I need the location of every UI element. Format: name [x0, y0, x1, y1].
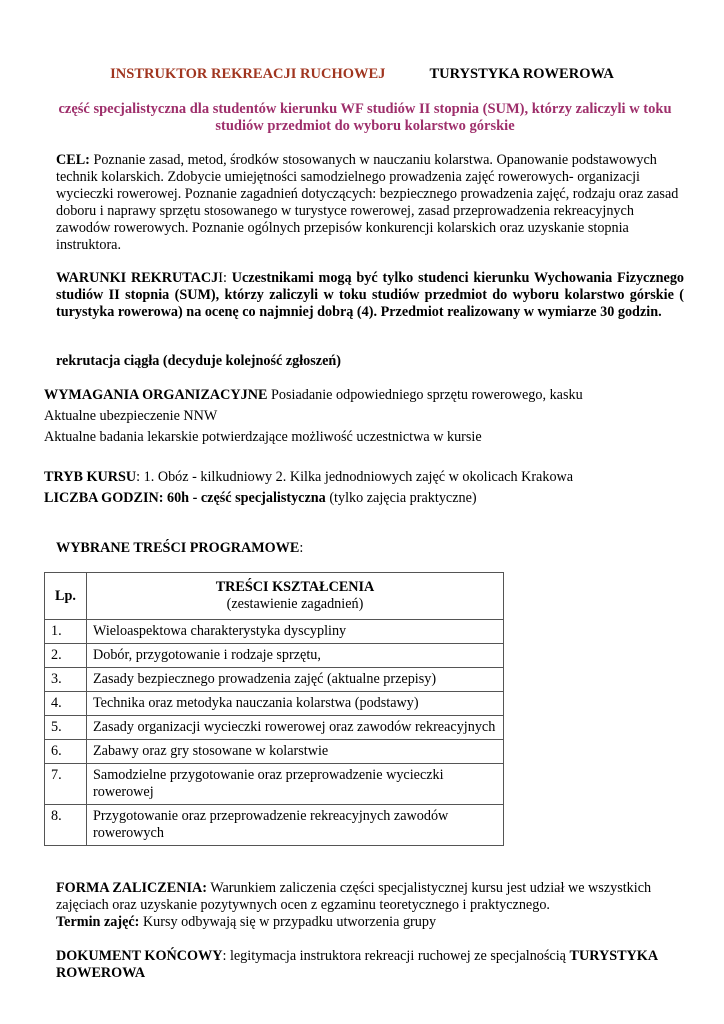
row-text: Technika oraz metodyka nauczania kolarstwa (podstawy) — [87, 692, 504, 716]
table-row — [45, 620, 504, 644]
termin-text: Kursy odbywają się w przypadku utworzenia grupy — [142, 914, 437, 930]
table-row — [45, 692, 504, 716]
warunki-section — [56, 270, 684, 321]
liczba-label: LICZBA GODZIN: 60h - część specjalistyczna — [44, 490, 326, 506]
forma-label: FORMA ZALICZENIA: — [56, 880, 207, 896]
wymagania-label: WYMAGANIA ORGANIZACYJNE — [44, 387, 268, 403]
row-num: 1. — [45, 620, 87, 644]
liczba-section — [44, 490, 684, 507]
dokument-text: : legitymacja instruktora rekreacji ruchowej ze specjalnością — [222, 948, 566, 964]
forma-text: Warunkiem zaliczenia części specjalistycznej kursu jest udział we wszystkich zajęciach oraz uzyskanie pozytywnych ocen z egzaminu teoretycznego i praktycznego. — [56, 880, 652, 913]
wymagania-line3: Aktualne badania lekarskie potwierdzające możliwość uczestnictwa w kursie — [44, 429, 482, 445]
cel-section — [56, 152, 684, 254]
tresci-label: WYBRANE TREŚCI PROGRAMOWE — [56, 540, 300, 556]
row-num: 8. — [45, 805, 87, 846]
rekrutacja-note: rekrutacja ciągła (decyduje kolejność zgłoszeń) — [56, 353, 342, 369]
table-header-row — [45, 573, 504, 620]
warunki-text: Uczestnikami mogą być tylko studenci kierunku Wychowania Fizycznego studiów II stopnia (SUM), którzy zaliczyli w toku studiów przedmiot do wyboru kolarstwo górskie ( turystyka rowerowa) na ocenę co najmniej dobrą (4). Przedmiot realizowany w wymiarze 30 godzin. — [56, 270, 685, 320]
termin-section — [56, 914, 684, 931]
tryb-label: TRYB KURSU — [44, 469, 137, 485]
row-text: Wieloaspektowa charakterystyka dyscypliny — [87, 620, 504, 644]
forma-section — [56, 880, 684, 914]
table-row — [45, 805, 504, 846]
table-row — [45, 668, 504, 692]
row-text: Samodzielne przygotowanie oraz przeprowadzenie wycieczki rowerowej — [87, 764, 504, 805]
course-specialty: TURYSTYKA ROWEROWA — [429, 66, 614, 82]
tryb-text: : 1. Obóz - kilkudniowy 2. Kilka jednodniowych zajęć w okolicach Krakowa — [136, 469, 574, 485]
row-text: Zabawy oraz gry stosowane w kolarstwie — [87, 740, 504, 764]
document-header — [0, 66, 724, 83]
warunki-label: WARUNKI REKRUTACJ — [56, 270, 219, 286]
wymagania-section — [44, 387, 684, 446]
tresci-colon: : — [299, 540, 304, 556]
row-num: 7. — [45, 764, 87, 805]
table-row — [45, 740, 504, 764]
row-text: Zasady organizacji wycieczki rowerowej oraz zawodów rekreacyjnych — [87, 716, 504, 740]
row-num: 4. — [45, 692, 87, 716]
cel-label: CEL: — [56, 152, 90, 168]
table-row — [45, 716, 504, 740]
row-text: Zasady bezpiecznego prowadzenia zajęć (aktualne przepisy) — [87, 668, 504, 692]
warunki-label-end: I: — [218, 270, 227, 286]
dokument-label: DOKUMENT KOŃCOWY — [56, 948, 223, 964]
wymagania-text: Posiadanie odpowiedniego sprzętu rowerowego, kasku — [271, 387, 583, 403]
row-num: 6. — [45, 740, 87, 764]
col-tresci-subtitle: (zestawienie zagadnień) — [226, 596, 364, 612]
row-num: 2. — [45, 644, 87, 668]
tresci-heading — [56, 540, 684, 557]
row-num: 5. — [45, 716, 87, 740]
col-lp: Lp. — [45, 573, 87, 620]
cel-text: Poznanie zasad, metod, środków stosowanych w nauczaniu kolarstwa. Opanowanie podstawowych technik kolarskich. Zdobycie umiejętności samodzielnego prowadzenia zajęć rowerowych- organizacji wycieczki rowerowej. Poznanie zagadnień dotyczących: bezpiecznego prowadzenia zajęć, rodzaju oraz zasad doboru i naprawy sprzętu stosowanego w turystyce rowerowej, zasad przeprowadzenia rekreacyjnych zawodów rowerowych. Poznanie ogólnych przepisów konkurencji kolarskich oraz uzyskanie stopnia instruktora. — [56, 152, 679, 253]
tryb-section — [44, 469, 684, 486]
row-text: Dobór, przygotowanie i rodzaje sprzętu, — [87, 644, 504, 668]
table-row — [45, 644, 504, 668]
termin-label: Termin zajęć: — [56, 914, 140, 930]
liczba-text: (tylko zajęcia praktyczne) — [329, 490, 477, 506]
col-tresci-title: TREŚCI KSZTAŁCENIA — [215, 579, 375, 595]
row-num: 3. — [45, 668, 87, 692]
table-row — [45, 764, 504, 805]
row-text: Przygotowanie oraz przeprowadzenie rekreacyjnych zawodów rowerowych — [87, 805, 504, 846]
dokument-specialty: TURYSTYKA ROWEROWA — [56, 948, 658, 981]
wymagania-line2: Aktualne ubezpieczenie NNW — [44, 408, 218, 424]
program-table — [44, 572, 504, 846]
dokument-section — [56, 948, 684, 982]
course-title: INSTRUKTOR REKREACJI RUCHOWEJ — [110, 66, 386, 82]
col-tresci — [87, 573, 504, 620]
course-subtitle: część specjalistyczna dla studentów kierunku WF studiów II stopnia (SUM), którzy zaliczyli w toku studiów przedmiot do wyboru kolarstwo górskie — [58, 101, 672, 134]
